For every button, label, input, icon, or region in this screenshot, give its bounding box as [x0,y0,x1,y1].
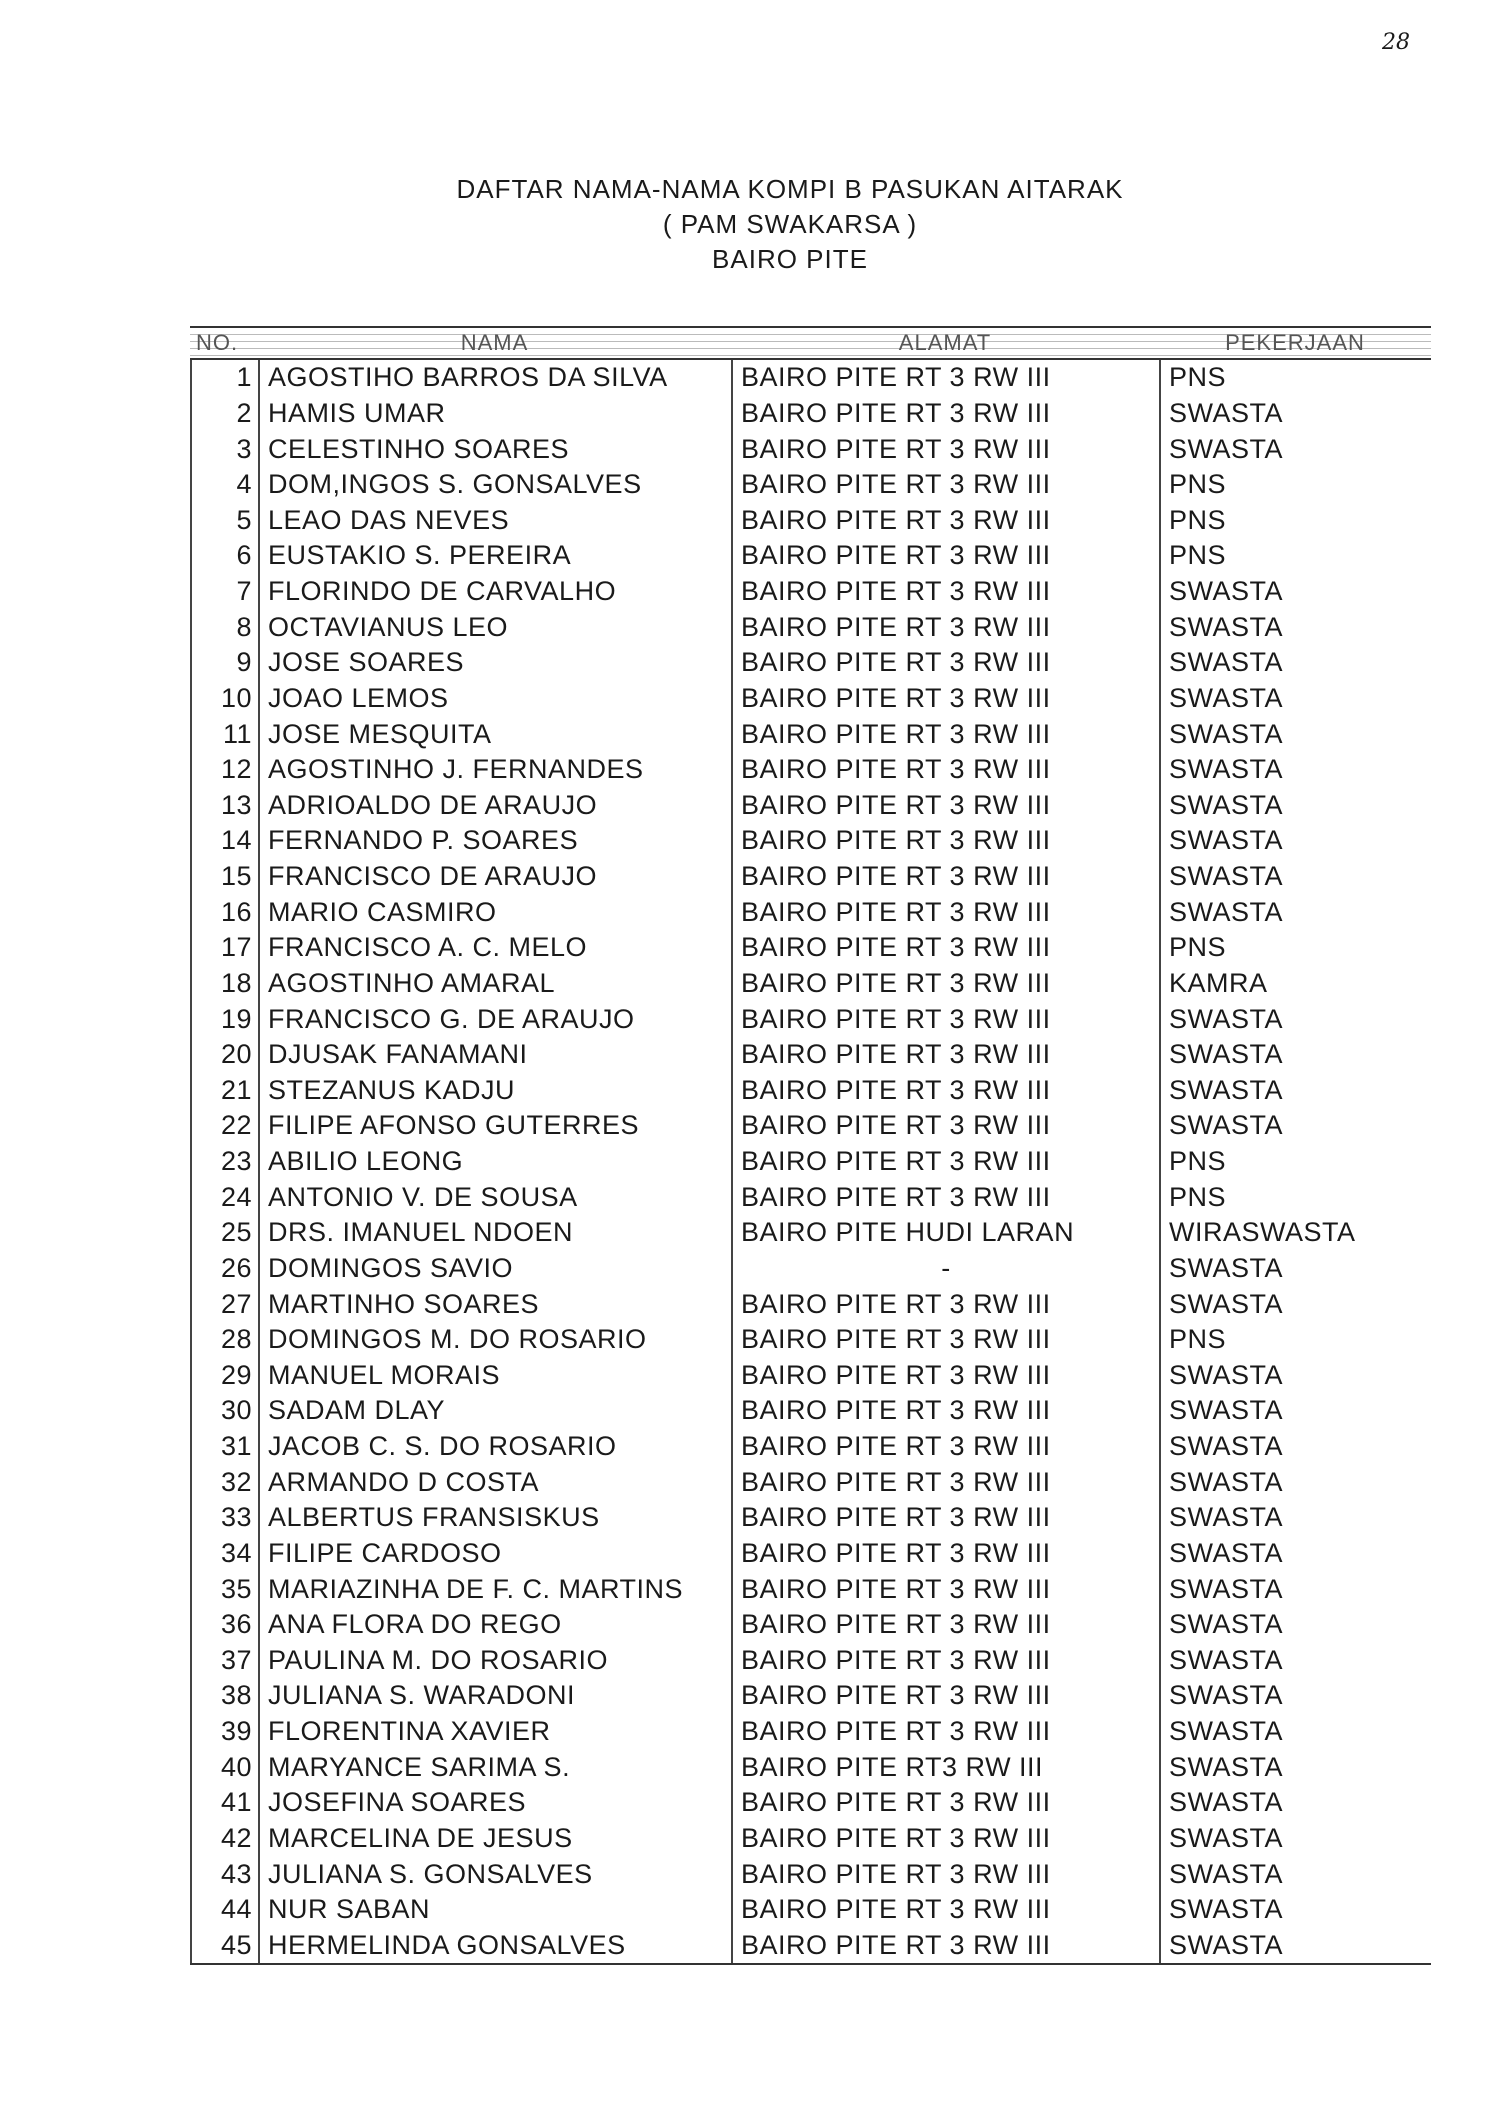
row-job: PNS [1159,930,1431,966]
table-row [190,645,1431,681]
row-job: SWASTA [1159,1607,1431,1643]
row-job: SWASTA [1159,894,1431,930]
table-row [190,1251,1431,1287]
row-name: FILIPE AFONSO GUTERRES [258,1108,731,1144]
row-no: 10 [190,681,258,717]
row-name: CELESTINHO SOARES [258,431,731,467]
row-job: PNS [1159,1322,1431,1358]
row-address: BAIRO PITE RT 3 RW III [731,1821,1159,1857]
row-no: 27 [190,1286,258,1322]
row-address: BAIRO PITE RT 3 RW III [731,1001,1159,1037]
row-address: BAIRO PITE RT 3 RW III [731,1073,1159,1109]
table-row [190,1108,1431,1144]
table-row [190,1571,1431,1607]
row-job: SWASTA [1159,396,1431,432]
table-row [190,1215,1431,1251]
row-no: 45 [190,1928,258,1964]
row-address: BAIRO PITE RT 3 RW III [731,645,1159,681]
row-no: 8 [190,609,258,645]
table-header [190,326,1431,360]
row-name: JULIANA S. GONSALVES [258,1856,731,1892]
table-row [190,1073,1431,1109]
table-bottom-rule [190,1963,1431,1965]
row-address: BAIRO PITE RT 3 RW III [731,538,1159,574]
row-job: PNS [1159,360,1431,396]
row-no: 42 [190,1821,258,1857]
table-row [190,930,1431,966]
document-heading [0,172,1500,277]
row-address: BAIRO PITE RT 3 RW III [731,1144,1159,1180]
table-row [190,1037,1431,1073]
row-job: SWASTA [1159,859,1431,895]
table-row [190,1856,1431,1892]
row-no: 30 [190,1393,258,1429]
row-job: SWASTA [1159,1892,1431,1928]
table-row [190,859,1431,895]
row-no: 11 [190,716,258,752]
row-name: ALBERTUS FRANSISKUS [258,1500,731,1536]
row-address: BAIRO PITE RT 3 RW III [731,1892,1159,1928]
row-job: SWASTA [1159,1571,1431,1607]
row-name: AGOSTINHO J. FERNANDES [258,752,731,788]
table-row [190,1286,1431,1322]
row-address: BAIRO PITE RT 3 RW III [731,1037,1159,1073]
table-row [190,396,1431,432]
row-job: SWASTA [1159,1643,1431,1679]
row-no: 41 [190,1785,258,1821]
table-row [190,1144,1431,1180]
row-job: SWASTA [1159,431,1431,467]
row-name: OCTAVIANUS LEO [258,609,731,645]
row-no: 12 [190,752,258,788]
row-job: PNS [1159,538,1431,574]
row-name: AGOSTINHO AMARAL [258,966,731,1002]
row-name: FRANCISCO A. C. MELO [258,930,731,966]
row-name: JOSE MESQUITA [258,716,731,752]
table-row [190,1892,1431,1928]
row-job: SWASTA [1159,574,1431,610]
header-name: NAMA [460,330,529,355]
row-name: HAMIS UMAR [258,396,731,432]
table-row [190,894,1431,930]
row-no: 29 [190,1358,258,1394]
row-job: SWASTA [1159,1928,1431,1964]
table-row [190,1001,1431,1037]
table-row [190,538,1431,574]
row-address: - [731,1251,1159,1287]
table-row [190,681,1431,717]
row-name: FRANCISCO G. DE ARAUJO [258,1001,731,1037]
row-name: ADRIOALDO DE ARAUJO [258,788,731,824]
row-address: BAIRO PITE RT 3 RW III [731,360,1159,396]
table-row [190,1749,1431,1785]
row-job: PNS [1159,1144,1431,1180]
row-name: LEAO DAS NEVES [258,503,731,539]
row-address: BAIRO PITE RT 3 RW III [731,1464,1159,1500]
row-address: BAIRO PITE RT 3 RW III [731,1108,1159,1144]
table-row [190,1785,1431,1821]
table-row [190,1500,1431,1536]
row-no: 16 [190,894,258,930]
row-name: JOSE SOARES [258,645,731,681]
row-address: BAIRO PITE RT 3 RW III [731,1785,1159,1821]
row-address: BAIRO PITE RT 3 RW III [731,1571,1159,1607]
row-no: 24 [190,1179,258,1215]
row-address: BAIRO PITE RT 3 RW III [731,1856,1159,1892]
row-job: SWASTA [1159,1856,1431,1892]
row-job: PNS [1159,503,1431,539]
table-row [190,574,1431,610]
row-no: 9 [190,645,258,681]
row-name: JOSEFINA SOARES [258,1785,731,1821]
row-address: BAIRO PITE RT 3 RW III [731,1607,1159,1643]
row-name: MARIAZINHA DE F. C. MARTINS [258,1571,731,1607]
row-name: FILIPE CARDOSO [258,1536,731,1572]
row-no: 14 [190,823,258,859]
row-job: WIRASWASTA [1159,1215,1431,1251]
row-job: SWASTA [1159,1037,1431,1073]
row-job: SWASTA [1159,1714,1431,1750]
row-name: MARCELINA DE JESUS [258,1821,731,1857]
row-address: BAIRO PITE RT 3 RW III [731,1678,1159,1714]
row-address: BAIRO PITE RT 3 RW III [731,788,1159,824]
row-job: SWASTA [1159,1108,1431,1144]
row-no: 7 [190,574,258,610]
table-row [190,823,1431,859]
row-no: 36 [190,1607,258,1643]
table-row [190,467,1431,503]
row-no: 3 [190,431,258,467]
table-row [190,1429,1431,1465]
row-no: 26 [190,1251,258,1287]
row-address: BAIRO PITE RT 3 RW III [731,609,1159,645]
row-job: SWASTA [1159,1251,1431,1287]
row-job: SWASTA [1159,788,1431,824]
row-address: BAIRO PITE RT3 RW III [731,1749,1159,1785]
row-job: SWASTA [1159,1286,1431,1322]
row-name: ARMANDO D COSTA [258,1464,731,1500]
row-name: STEZANUS KADJU [258,1073,731,1109]
row-no: 18 [190,966,258,1002]
row-no: 33 [190,1500,258,1536]
row-name: MARYANCE SARIMA S. [258,1749,731,1785]
row-address: BAIRO PITE RT 3 RW III [731,1286,1159,1322]
row-name: JULIANA S. WARADONI [258,1678,731,1714]
row-address: BAIRO PITE RT 3 RW III [731,1536,1159,1572]
row-no: 4 [190,467,258,503]
row-address: BAIRO PITE RT 3 RW III [731,823,1159,859]
row-name: NUR SABAN [258,1892,731,1928]
row-name: DOM,INGOS S. GONSALVES [258,467,731,503]
row-name: FRANCISCO DE ARAUJO [258,859,731,895]
heading-subtitle: ( PAM SWAKARSA ) [662,209,918,239]
row-job: SWASTA [1159,645,1431,681]
table-row [190,1464,1431,1500]
table-row [190,752,1431,788]
row-address: BAIRO PITE RT 3 RW III [731,930,1159,966]
header-address: ALAMAT [898,330,992,355]
table-row [190,1607,1431,1643]
row-job: SWASTA [1159,609,1431,645]
member-roster-table [190,326,1431,1965]
row-name: JOAO LEMOS [258,681,731,717]
row-no: 34 [190,1536,258,1572]
row-job: SWASTA [1159,1464,1431,1500]
table-row [190,1179,1431,1215]
row-name: DOMINGOS SAVIO [258,1251,731,1287]
row-name: AGOSTIHO BARROS DA SILVA [258,360,731,396]
row-job: PNS [1159,1179,1431,1215]
row-name: FERNANDO P. SOARES [258,823,731,859]
row-address: BAIRO PITE RT 3 RW III [731,396,1159,432]
row-job: SWASTA [1159,1429,1431,1465]
row-address: BAIRO PITE RT 3 RW III [731,1393,1159,1429]
row-name: ANA FLORA DO REGO [258,1607,731,1643]
table-row [190,966,1431,1002]
row-name: MANUEL MORAIS [258,1358,731,1394]
row-name: MARTINHO SOARES [258,1286,731,1322]
row-job: SWASTA [1159,1749,1431,1785]
row-address: BAIRO PITE HUDI LARAN [731,1215,1159,1251]
row-name: ANTONIO V. DE SOUSA [258,1179,731,1215]
header-no: NO. [196,330,239,355]
row-address: BAIRO PITE RT 3 RW III [731,752,1159,788]
table-row [190,788,1431,824]
row-job: SWASTA [1159,681,1431,717]
row-name: DOMINGOS M. DO ROSARIO [258,1322,731,1358]
row-address: BAIRO PITE RT 3 RW III [731,716,1159,752]
table-row [190,609,1431,645]
table-row [190,1821,1431,1857]
row-address: BAIRO PITE RT 3 RW III [731,894,1159,930]
table-row [190,360,1431,396]
row-job: SWASTA [1159,1785,1431,1821]
row-no: 37 [190,1643,258,1679]
row-no: 38 [190,1678,258,1714]
row-job: SWASTA [1159,1500,1431,1536]
row-job: SWASTA [1159,716,1431,752]
row-name: PAULINA M. DO ROSARIO [258,1643,731,1679]
row-job: SWASTA [1159,1073,1431,1109]
row-job: SWASTA [1159,1393,1431,1429]
row-address: BAIRO PITE RT 3 RW III [731,1429,1159,1465]
row-no: 43 [190,1856,258,1892]
row-no: 31 [190,1429,258,1465]
row-job: SWASTA [1159,1678,1431,1714]
row-job: SWASTA [1159,1821,1431,1857]
row-no: 25 [190,1215,258,1251]
table-row [190,1714,1431,1750]
row-name: JACOB C. S. DO ROSARIO [258,1429,731,1465]
row-no: 20 [190,1037,258,1073]
row-name: FLORENTINA XAVIER [258,1714,731,1750]
row-job: SWASTA [1159,1536,1431,1572]
row-no: 40 [190,1749,258,1785]
row-address: BAIRO PITE RT 3 RW III [731,1500,1159,1536]
heading-location: BAIRO PITE [712,244,868,274]
row-job: KAMRA [1159,966,1431,1002]
row-address: BAIRO PITE RT 3 RW III [731,1714,1159,1750]
table-row [190,1678,1431,1714]
row-job: SWASTA [1159,1001,1431,1037]
row-name: MARIO CASMIRO [258,894,731,930]
row-no: 17 [190,930,258,966]
row-no: 44 [190,1892,258,1928]
row-name: FLORINDO DE CARVALHO [258,574,731,610]
row-name: EUSTAKIO S. PEREIRA [258,538,731,574]
row-address: BAIRO PITE RT 3 RW III [731,1322,1159,1358]
row-address: BAIRO PITE RT 3 RW III [731,1643,1159,1679]
table-row [190,1358,1431,1394]
table-row [190,1393,1431,1429]
table-row [190,431,1431,467]
row-address: BAIRO PITE RT 3 RW III [731,1358,1159,1394]
row-no: 23 [190,1144,258,1180]
table-body [190,360,1431,1963]
row-no: 1 [190,360,258,396]
row-job: SWASTA [1159,1358,1431,1394]
heading-title: DAFTAR NAMA-NAMA KOMPI B PASUKAN AITARAK [456,174,1124,204]
row-address: BAIRO PITE RT 3 RW III [731,859,1159,895]
row-job: PNS [1159,467,1431,503]
row-name: DRS. IMANUEL NDOEN [258,1215,731,1251]
row-no: 22 [190,1108,258,1144]
header-job: PEKERJAAN [1225,330,1365,355]
row-address: BAIRO PITE RT 3 RW III [731,467,1159,503]
row-address: BAIRO PITE RT 3 RW III [731,503,1159,539]
row-address: BAIRO PITE RT 3 RW III [731,681,1159,717]
row-no: 6 [190,538,258,574]
row-name: SADAM DLAY [258,1393,731,1429]
row-no: 32 [190,1464,258,1500]
table-row [190,1322,1431,1358]
row-no: 2 [190,396,258,432]
row-address: BAIRO PITE RT 3 RW III [731,574,1159,610]
table-row [190,716,1431,752]
row-no: 21 [190,1073,258,1109]
row-job: SWASTA [1159,823,1431,859]
row-no: 35 [190,1571,258,1607]
table-row [190,1643,1431,1679]
row-no: 19 [190,1001,258,1037]
table-row [190,503,1431,539]
row-address: BAIRO PITE RT 3 RW III [731,1179,1159,1215]
row-name: HERMELINDA GONSALVES [258,1928,731,1964]
row-no: 39 [190,1714,258,1750]
row-address: BAIRO PITE RT 3 RW III [731,1928,1159,1964]
row-name: ABILIO LEONG [258,1144,731,1180]
row-no: 15 [190,859,258,895]
row-no: 5 [190,503,258,539]
row-address: BAIRO PITE RT 3 RW III [731,966,1159,1002]
table-row [190,1536,1431,1572]
table-row [190,1928,1431,1964]
row-address: BAIRO PITE RT 3 RW III [731,431,1159,467]
row-name: DJUSAK FANAMANI [258,1037,731,1073]
page-number: 28 [1382,30,1410,55]
row-job: SWASTA [1159,752,1431,788]
row-no: 28 [190,1322,258,1358]
row-no: 13 [190,788,258,824]
